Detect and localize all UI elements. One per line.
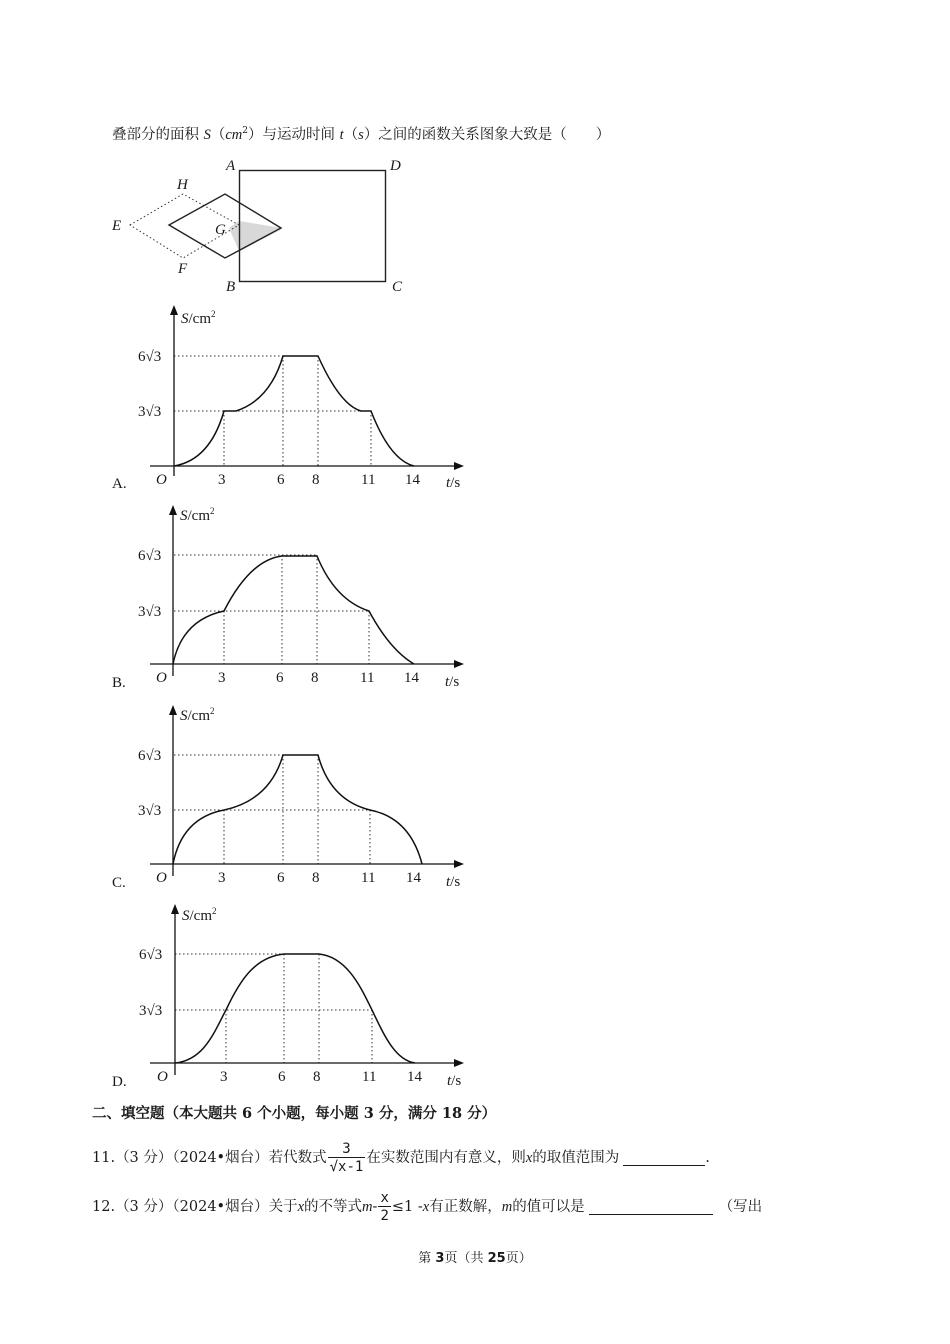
svg-text:O: O [156,870,167,886]
var-s-unit: s [358,126,364,143]
option-d[interactable] [110,895,480,1095]
label-c: C [392,279,403,295]
label-e: E [112,218,122,234]
var-t: t [339,126,344,143]
svg-text:14: 14 [407,1069,422,1085]
period: . [705,1150,710,1166]
numerator: x [380,1189,389,1206]
svg-text:3√3: 3√3 [139,1003,163,1019]
svg-text:t/s: t/s [446,874,461,890]
svg-text:t/s: t/s [447,1073,462,1089]
svg-text:6: 6 [276,670,284,686]
var-m: m [501,1199,513,1215]
svg-text:11: 11 [361,870,376,886]
svg-text:6√3: 6√3 [138,748,162,764]
option-letter-b: B. [112,675,126,691]
svg-text:8: 8 [311,670,319,686]
question-text: 的取值范围为 [532,1150,620,1166]
question-text: 在实数范围内有意义，则 [366,1150,526,1166]
svg-text:6: 6 [277,870,285,886]
option-c[interactable] [110,700,480,900]
svg-text:t/s: t/s [445,674,460,690]
option-letter-d: D. [112,1074,127,1090]
svg-text:S/cm2: $S/cm^2$ [180,706,215,724]
fraction [378,1190,390,1225]
question-text: ≤1 - [391,1199,423,1215]
label-g: G [215,222,226,238]
intro-text: （ [210,126,226,143]
svg-text:S/cm2: $S/cm^2$ [180,506,215,524]
answer-blank[interactable] [589,1200,713,1215]
svg-text:O: O [156,670,167,686]
chart-c [110,700,480,900]
svg-text:S/cm2: $S/cm^2$ [182,906,217,924]
svg-text:11: 11 [360,670,375,686]
unit: cm [225,126,243,143]
denominator: √x-1 [329,1158,364,1175]
label-a: A [226,158,236,174]
svg-text:8: 8 [313,1069,321,1085]
svg-text:3√3: 3√3 [138,404,162,420]
option-letter-a: A. [112,476,127,492]
svg-text:6: 6 [278,1069,286,1085]
intro-text: ）与运动时间 [248,126,340,143]
question-intro [112,121,610,145]
svg-text:3: 3 [218,870,226,886]
svg-text:8: 8 [312,870,320,886]
svg-text:11: 11 [362,1069,377,1085]
intro-text: ）之间的函数关系图象大致是（ ） [363,126,611,143]
svg-text:3√3: 3√3 [138,803,162,819]
option-a[interactable] [110,300,480,500]
section-heading: 二、填空题（本大题共 6 个小题，每小题 3 分，满分 18 分） [92,1105,497,1122]
chart-d [110,895,480,1095]
var-m: m [362,1199,373,1215]
svg-text:3: 3 [220,1069,228,1085]
curve-b [173,556,414,664]
page-footer [0,1247,950,1266]
intro-text: （ [343,126,359,143]
numerator: 3 [342,1140,351,1157]
var-s: S [203,126,211,143]
svg-text:14: 14 [405,472,420,488]
footer-text: 第 [418,1251,436,1266]
var-x: x [297,1199,305,1215]
fraction [328,1141,366,1176]
var-x: x [422,1199,430,1215]
var-x: x [525,1150,533,1166]
curve-d [175,954,415,1063]
svg-text:t/s: t/s [446,475,461,491]
svg-text:O: O [156,472,167,488]
denominator: 2 [380,1207,389,1224]
footer-text: 页（共 [444,1251,488,1266]
svg-text:14: 14 [404,670,419,686]
svg-text:O: O [157,1069,168,1085]
geometry-figure [100,150,430,300]
svg-text:3: 3 [218,472,226,488]
question-text: 的值可以是 [512,1199,585,1215]
label-d: D [390,158,401,174]
question-number: 11. [92,1150,116,1166]
question-text: 的不等式 [304,1199,363,1215]
svg-text:6√3: 6√3 [138,548,162,564]
svg-text:11: 11 [361,472,376,488]
question-text: 有正数解， [429,1199,502,1215]
chart-b [110,500,480,700]
chart-a [110,300,480,500]
total-pages: 25 [487,1251,506,1266]
question-text: （3 分）（2024•烟台）若代数式 [115,1150,327,1166]
footer-text: 页） [505,1251,532,1266]
svg-text:3√3: 3√3 [138,604,162,620]
question-text: （写出 [718,1199,763,1215]
label-f: F [178,261,188,277]
question-12 [92,1186,762,1228]
option-letter-c: C. [112,875,126,891]
question-text: （3 分）（2024•烟台）关于 [115,1199,298,1215]
svg-text:6√3: 6√3 [139,947,163,963]
svg-text:6: 6 [277,472,285,488]
label-b: B [226,279,236,295]
intro-text: 叠部分的面积 [112,126,204,143]
svg-text:6√3: 6√3 [138,349,162,365]
answer-blank[interactable] [623,1151,705,1166]
question-number: 12. [92,1199,116,1215]
minus: - [372,1199,378,1215]
svg-text:S/cm2: $S/cm^2$ [181,309,216,327]
label-h: H [177,177,188,193]
svg-text:8: 8 [312,472,320,488]
svg-text:3: 3 [218,670,226,686]
svg-text:14: 14 [406,870,421,886]
unit-sup: 2 [242,126,249,136]
page-number: 3 [435,1251,445,1266]
option-b[interactable] [110,500,480,700]
question-11 [92,1138,710,1178]
